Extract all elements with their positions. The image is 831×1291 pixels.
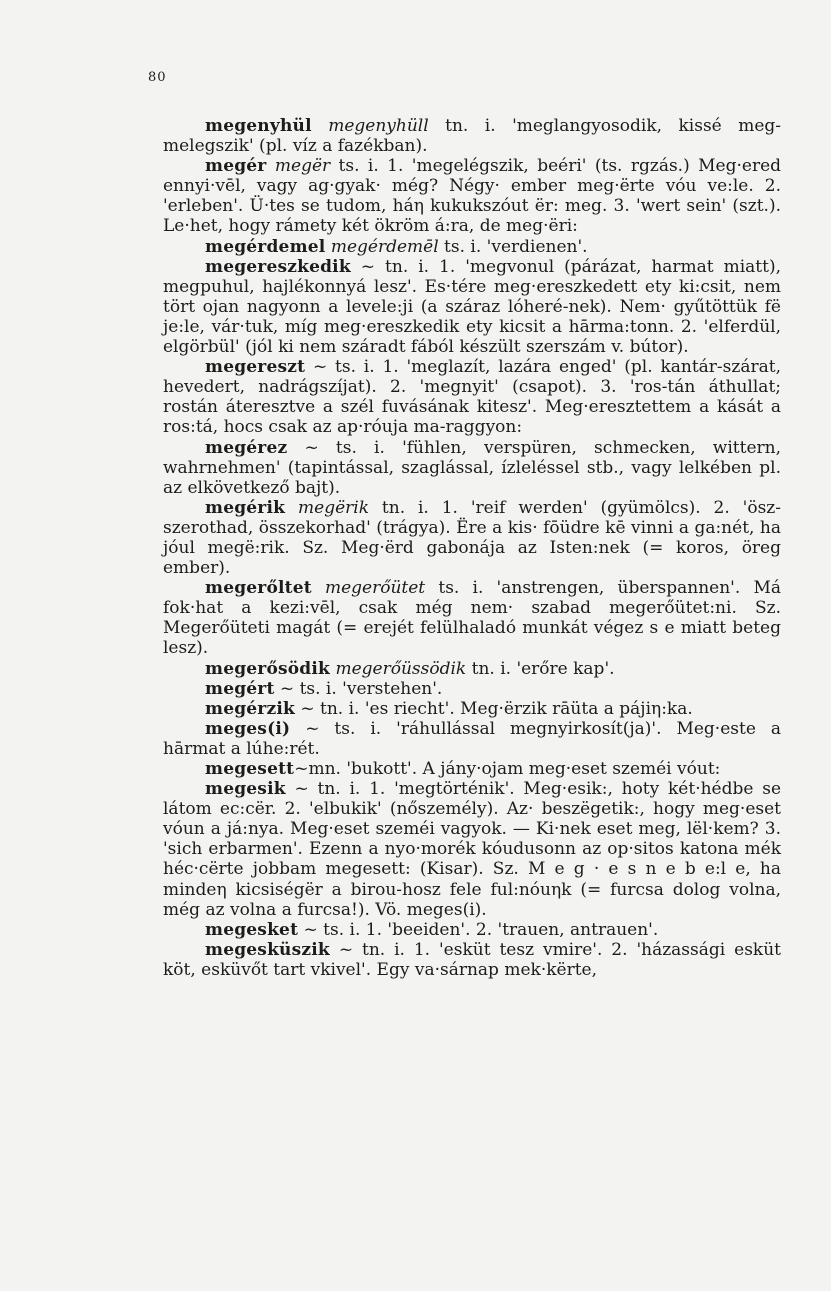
dictionary-entry [163, 659, 781, 679]
entry-headword: megérez [205, 437, 288, 458]
entry-definition: tn. i. 'erőre kap'. [466, 658, 615, 679]
entry-dialect-form: megerőütet [324, 578, 426, 599]
entry-headword: megerőltet [205, 578, 312, 599]
dictionary-entry [163, 156, 781, 236]
entry-definition: ~ tn. i. 'es riecht'. Meg·ërzik rāüta a pájiη:ka. [294, 698, 693, 719]
dictionary-entry [163, 699, 781, 719]
entry-headword: megér [205, 156, 267, 177]
entry-dialect-form: megër [274, 156, 331, 177]
dictionary-entry [163, 237, 781, 257]
entry-definition: ts. i. 'anstrengen, überspannen'. Má fok·hat a kezi:vēl, csak még nem· szabad megerőütet:ni. Sz. Megerőüteti magát (= erejét felülhaladó munkát végez s e miatt beteg lesz). [163, 578, 781, 659]
entry-list [163, 116, 781, 980]
entry-headword: megérik [205, 497, 286, 518]
entry-definition: ~ tn. i. 1. 'megtörténik'. Meg·esik:, hoty két·hédbe se látom ec:cër. 2. 'elbukik' (nőszemély). Az· beszëgetik:, hogy meg·eset vóun a já:nya. Meg·eset szeméi vagyok. — Ki·nek eset meg, lël·kem? 3. 'sich erbarmen'. Ezenn a nyo·morék kóudusonn az op·sitos katona mék héc·cërte jobbam megesett: (Kisar). Sz. M e g · e s n e b e:l e, ha mindeη kicsiségër a birou-hosz fele ful:nóuηk (= furcsa dolog volna, még az volna a furcsa!). Vö. meges(i). [163, 779, 781, 920]
entry-headword: megérzik [205, 698, 295, 719]
entry-headword: megesküszik [205, 939, 330, 960]
dictionary-entry [163, 438, 781, 498]
entry-dialect-form: megerőüssödik [335, 658, 467, 679]
dictionary-entry [163, 920, 781, 940]
entry-definition: tn. i. 1. 'reif werden' (gyümölcs). 2. 'ösz-szerothad, összekorhad' (trágya). Ëre a kis· fōüdre kē vinni a ga:nét, ha jóul megë:rik. Sz. Meg·ërd gabonája az Isten:nek (= koros, öreg ember). [163, 497, 782, 579]
entry-headword: megérdemel [205, 236, 326, 257]
dictionary-entry [163, 940, 781, 980]
entry-definition: ~ tn. i. 1. 'megvonul (párázat, harmat miatt), megpuhul, hajlékonnyá lesz'. Es·tére meg·ereszkedett ety ki:csit, nem tört ojan nagyonn a levele:ji (a száraz lóheré-nek). Nem· gyűtöttük fë je:le, vár·tuk, míg meg·ereszkedik ety kicsit a hārma:tonn. 2. 'elferdül, elgörbül' (jól ki nem száradt fából készült szerszám v. bútor). [163, 256, 781, 358]
entry-definition: ~ ts. i. 'verstehen'. [274, 678, 443, 699]
entry-definition: tn. i. 'meglangyosodik, kissé meg-melegszik' (pl. víz a fazékban). [163, 116, 782, 157]
dictionary-entry [163, 257, 781, 357]
dictionary-entry [163, 116, 781, 156]
entry-headword: megesket [205, 919, 299, 940]
entry-headword: megenyhül [205, 116, 312, 136]
dictionary-entry [163, 578, 781, 658]
entry-headword: megereszt [205, 357, 306, 378]
dictionary-entry [163, 759, 781, 779]
entry-definition: ~mn. 'bukott'. A jány·ojam meg·eset szeméi vóut: [294, 759, 721, 779]
entry-definition: ~ ts. i. 'fühlen, verspüren, schmecken, wittern, wahrnehmen' (tapintással, szaglással, ízleléssel stb., vagy lelkében pl. az elkövetkező bajt). [163, 437, 781, 498]
entry-definition: ~ ts. i. 'ráhullással megnyirkosít(ja)'. Meg·este a hārmat a lúhe:rét. [163, 718, 781, 759]
dictionary-entry [163, 679, 781, 699]
entry-headword: megerősödik [205, 658, 331, 679]
entry-definition: ~ ts. i. 1. 'beeiden'. 2. 'trauen, antrauen'. [298, 919, 659, 940]
dictionary-entry [163, 779, 781, 920]
dictionary-entry [163, 357, 781, 437]
entry-dialect-form: megérdemēl [330, 236, 439, 257]
entry-dialect-form: megenyhüll [328, 116, 429, 136]
entry-definition: ~ ts. i. 1. 'meglazít, lazára enged' (pl. kantár-szárat, hevedert, nadrágszíjat). 2. 'megnyit' (csapot). 3. 'ros-tán áthullat; rostán áteresztve a szél fuvásának kitesz'. Meg·eresztettem a kását a ros:tá, hocs csak az ap·róuja ma-raggyon: [163, 357, 781, 438]
dictionary-entry [163, 719, 781, 759]
entry-headword: megesett [205, 759, 295, 779]
dictionary-entry [163, 498, 781, 578]
entry-headword: megesik [205, 779, 286, 800]
entry-definition: ts. i. 1. 'megelégszik, beéri' (ts. rgzás.) Meg·ered ennyi·vēl, vagy ag·gyak· még? Négy· ember meg·ërte vóu ve:le. 2. 'erleben'. Ü·tes se tudom, háη kukukszóut ër: meg. 3. 'wert sein' (szt.). Le·het, hogy rámety két ökröm á:ra, de meg·ëri: [163, 156, 782, 237]
entry-headword: meges(i) [205, 718, 291, 739]
entry-definition: ts. i. 'verdienen'. [438, 236, 588, 257]
entry-definition: ~ tn. i. 1. 'esküt tesz vmire'. 2. 'házassági esküt köt, esküvőt tart vkivel'. Egy va·sárnap mek·kërte, [163, 939, 781, 980]
entry-headword: megért [205, 678, 275, 699]
entry-dialect-form: megërik [298, 497, 370, 518]
page-number: 80 [148, 70, 167, 85]
entry-headword: megereszkedik [205, 256, 351, 277]
